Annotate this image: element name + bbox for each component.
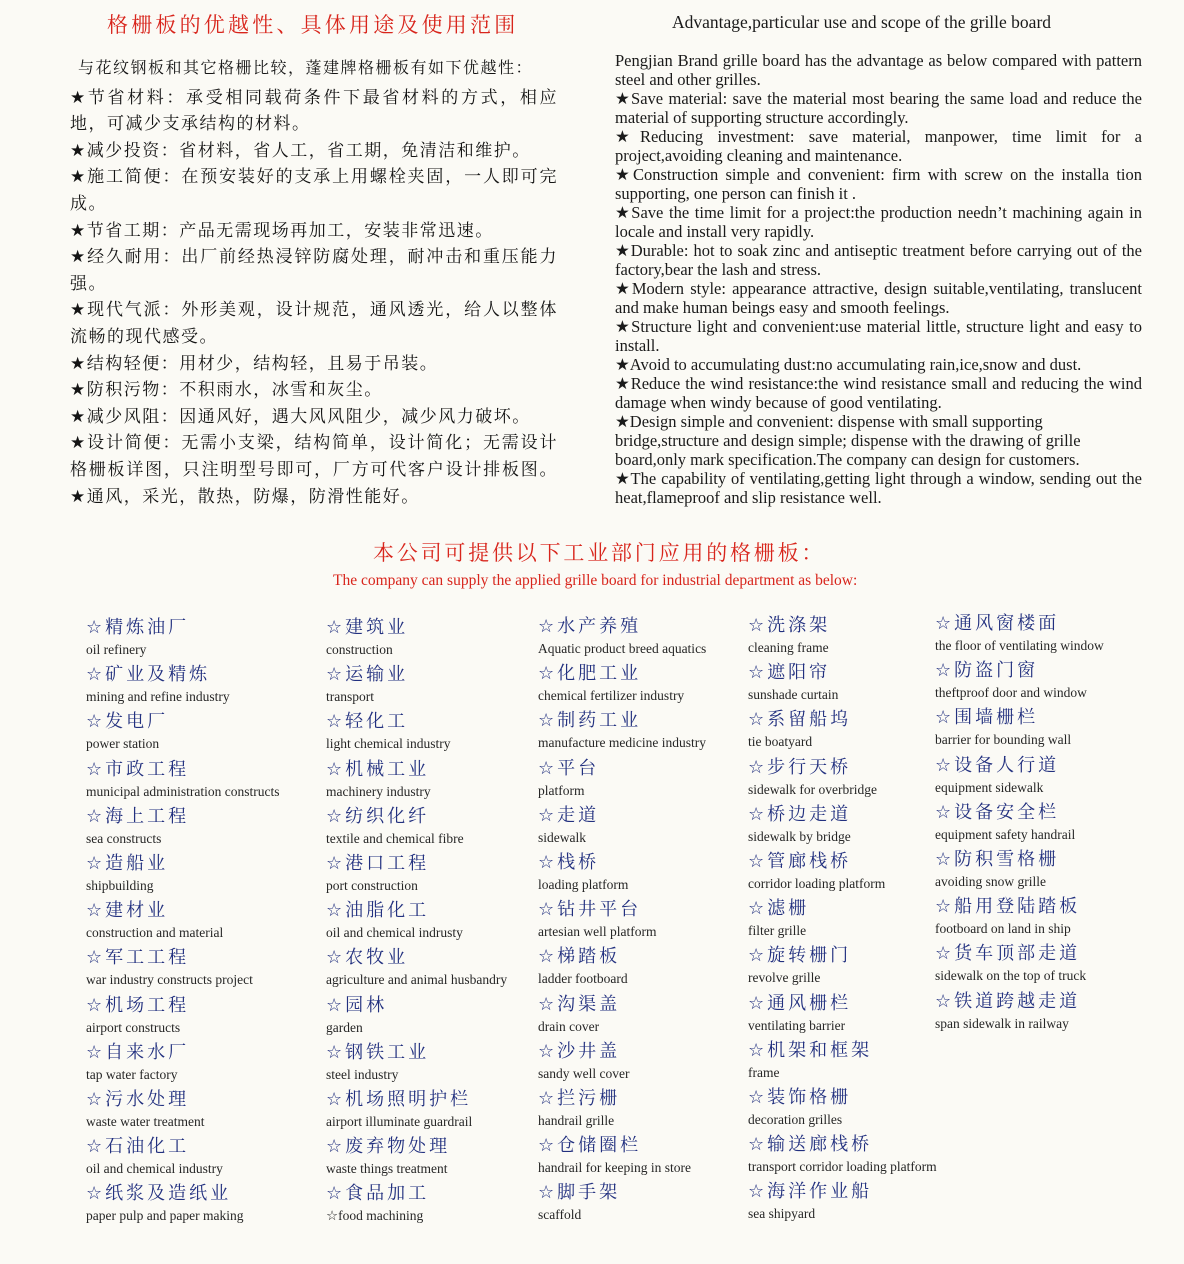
application-name-en: oil and chemical industry [86, 1161, 223, 1177]
application-item [935, 990, 1104, 1037]
application-name-zh: ☆精炼油厂 [86, 617, 190, 638]
application-name-en: port construction [326, 877, 418, 893]
application-name-zh: ☆化肥工业 [538, 663, 642, 685]
application-column [86, 616, 279, 1229]
application-name-en: war industry constructs project [86, 972, 253, 988]
application-item [326, 805, 507, 852]
application-name-zh: ☆建材业 [86, 900, 169, 922]
application-column [748, 614, 937, 1227]
application-item [538, 757, 706, 804]
application-name-en: sunshade curtain [748, 687, 839, 703]
application-name-en: span sidewalk in railway [935, 1015, 1069, 1031]
application-name-en: revolve grille [748, 970, 821, 986]
application-item [935, 659, 1104, 706]
application-item [326, 1041, 507, 1088]
application-item [538, 945, 706, 992]
application-item [86, 994, 279, 1041]
application-item [326, 852, 507, 899]
chinese-line: ★防积污物：不积雨水，冰雪和灰尘。 [70, 380, 383, 401]
english-line: supporting, one person can finish it . [615, 183, 857, 203]
english-line: ★Reduce the wind resistance:the wind resistance small and reducing the wind [615, 373, 1142, 393]
application-name-en: waste water treatment [86, 1113, 205, 1129]
application-name-zh: ☆装饰格栅 [748, 1086, 852, 1108]
application-item [326, 710, 507, 757]
chinese-line: ★结构轻便：用材少，结构轻，且易于吊装。 [70, 353, 439, 374]
english-line: damage when windy because of good ventilating. [615, 392, 942, 412]
application-name-zh: ☆平台 [538, 757, 600, 779]
application-name-zh: ☆设备人行道 [935, 754, 1060, 776]
application-item [748, 1086, 937, 1133]
application-item [748, 1133, 937, 1180]
application-name-zh: ☆洗涤架 [748, 615, 831, 636]
application-name-zh: ☆机架和框架 [748, 1039, 873, 1061]
application-name-en: sidewalk on the top of truck [935, 968, 1087, 984]
application-item [326, 899, 507, 946]
application-item [326, 663, 507, 710]
chinese-line: ★经久耐用：出厂前经热浸锌防腐处理，耐冲击和重压能力 [70, 247, 558, 268]
application-name-zh: ☆防积雪格栅 [935, 848, 1060, 870]
application-name-zh: ☆通风窗楼面 [935, 613, 1060, 634]
application-item [326, 994, 507, 1041]
application-name-en: sandy well cover [538, 1065, 630, 1081]
application-name-en: ladder footboard [538, 971, 628, 987]
application-item [326, 1088, 507, 1135]
english-line: ★Reducing investment: save material, manpower, time limit for a [615, 126, 1142, 146]
application-name-zh: ☆围墙栅栏 [935, 707, 1039, 729]
application-item [538, 993, 706, 1040]
application-item [86, 616, 279, 663]
application-item [86, 1088, 279, 1135]
application-name-en: Aquatic product breed aquatics [538, 641, 707, 656]
application-name-en: manufacture medicine industry [538, 735, 706, 751]
application-item [935, 706, 1104, 753]
application-name-zh: ☆机械工业 [326, 758, 430, 780]
application-name-en: filter grille [748, 923, 807, 939]
application-name-en: loading platform [538, 876, 629, 892]
application-name-zh: ☆机场工程 [86, 994, 190, 1016]
application-name-en: corridor loading platform [748, 875, 886, 891]
english-line: ★Structure light and convenient:use material little, structure light and easy to [615, 316, 1142, 336]
application-item [538, 898, 706, 945]
application-name-zh: ☆铁道跨越走道 [935, 990, 1081, 1012]
application-name-en: cleaning frame [748, 640, 829, 655]
english-section-title: Advantage,particular use and scope of the grille board [672, 12, 1052, 32]
application-name-en: transport [326, 689, 374, 705]
application-item [748, 661, 937, 708]
application-item [935, 612, 1104, 659]
english-line: Pengjian Brand grille board has the advantage as below compared with pattern [615, 50, 1142, 70]
application-name-en: footboard on land in ship [935, 921, 1071, 937]
application-name-zh: ☆沙井盖 [538, 1040, 621, 1062]
application-name-zh: ☆纺织化纤 [326, 805, 430, 827]
application-name-zh: ☆管廊栈桥 [748, 850, 852, 872]
application-name-zh: ☆走道 [538, 804, 600, 826]
application-name-zh: ☆水产养殖 [538, 616, 642, 637]
chinese-line: 强。 [70, 273, 107, 294]
application-name-zh: ☆货车顶部走道 [935, 943, 1081, 965]
application-name-zh: ☆拦污栅 [538, 1087, 621, 1109]
application-column [935, 612, 1104, 1037]
application-item [935, 801, 1104, 848]
english-line: factory,bear the lash and stress. [615, 259, 822, 279]
application-name-zh: ☆通风栅栏 [748, 992, 852, 1014]
application-name-en: machinery industry [326, 783, 431, 799]
chinese-line: 地，可减少支承结构的材料。 [70, 114, 311, 135]
application-item [538, 851, 706, 898]
application-name-zh: ☆市政工程 [86, 758, 190, 780]
english-line: install. [615, 335, 660, 355]
application-item [86, 1041, 279, 1088]
application-name-en: chemical fertilizer industry [538, 688, 685, 704]
application-name-zh: ☆食品加工 [326, 1183, 430, 1205]
application-item [935, 895, 1104, 942]
application-name-en: steel industry [326, 1066, 399, 1082]
application-item [86, 758, 279, 805]
application-name-en: scaffold [538, 1207, 582, 1223]
english-line: ★Durable: hot to soak zinc and antiseptic treatment before carrying out of the [615, 240, 1142, 260]
application-item [748, 1180, 937, 1227]
application-item [538, 662, 706, 709]
application-item [748, 897, 937, 944]
applications-heading: 本公司可提供以下工业部门应用的格栅板： [373, 541, 826, 565]
english-line: board,only mark specification.The company can design for customers. [615, 449, 1080, 469]
application-name-zh: ☆系留船坞 [748, 709, 852, 731]
application-name-zh: ☆发电厂 [86, 711, 169, 733]
application-name-en: paper pulp and paper making [86, 1208, 244, 1224]
application-name-zh: ☆滤栅 [748, 898, 810, 920]
application-name-zh: ☆园林 [326, 994, 388, 1016]
application-name-zh: ☆脚手架 [538, 1182, 621, 1204]
application-name-en: artesian well platform [538, 924, 657, 940]
application-name-zh: ☆海上工程 [86, 805, 190, 827]
application-name-zh: ☆步行天桥 [748, 756, 852, 778]
application-name-en: transport corridor loading platform [748, 1159, 937, 1175]
application-name-en: equipment sidewalk [935, 779, 1044, 795]
chinese-line: ★节省工期：产品无需现场再加工，安装非常迅速。 [70, 220, 494, 241]
application-name-zh: ☆自来水厂 [86, 1041, 190, 1063]
application-name-en: garden [326, 1019, 363, 1035]
chinese-line: ★施工简便：在预安装好的支承上用螺栓夹固，一人即可完 [70, 167, 558, 188]
application-name-zh: ☆旋转栅门 [748, 945, 852, 967]
english-line: project,avoiding cleaning and maintenance. [615, 145, 903, 165]
application-name-en: oil and chemical indrusty [326, 925, 463, 941]
application-item [538, 1087, 706, 1134]
english-line: locale and install very rapidly. [615, 221, 815, 241]
application-item [748, 1039, 937, 1086]
application-item [538, 804, 706, 851]
application-name-zh: ☆军工工程 [86, 947, 190, 969]
application-name-zh: ☆建筑业 [326, 617, 409, 638]
application-name-zh: ☆造船业 [86, 852, 169, 874]
application-name-en: construction [326, 642, 393, 657]
application-name-en: barrier for bounding wall [935, 732, 1072, 748]
chinese-line: ★通风，采光，散热，防爆，防滑性能好。 [70, 486, 420, 507]
english-line: material of supporting structure accordingly. [615, 107, 909, 127]
application-name-en: ☆food machining [326, 1208, 424, 1224]
application-name-en: platform [538, 782, 585, 798]
application-item [748, 803, 937, 850]
application-item [326, 1135, 507, 1182]
application-name-en: waste things treatment [326, 1161, 448, 1177]
chinese-line: ★节省材料：承受相同载荷条件下最省材料的方式，相应 [70, 87, 558, 108]
chinese-line: 成。 [70, 194, 107, 215]
application-item [538, 615, 706, 662]
application-name-zh: ☆仓储圈栏 [538, 1135, 642, 1157]
application-item [538, 1040, 706, 1087]
application-item [86, 1135, 279, 1182]
application-item [538, 1134, 706, 1181]
application-column [326, 616, 507, 1229]
english-line: ★Avoid to accumulating dust:no accumulating rain,ice,snow and dust. [615, 354, 1082, 374]
chinese-line: ★设计简便：无需小支梁，结构简单，设计简化；无需设计 [70, 433, 558, 454]
application-name-zh: ☆废弃物处理 [326, 1136, 451, 1158]
application-item [935, 754, 1104, 801]
chinese-line: ★减少风阻：因通风好，遇大风风阻少，减少风力破坏。 [70, 406, 531, 427]
application-item [748, 992, 937, 1039]
application-name-en: equipment safety handrail [935, 826, 1076, 842]
application-name-zh: ☆机场照明护栏 [326, 1088, 472, 1110]
application-item [538, 709, 706, 756]
application-name-en: sea shipyard [748, 1206, 816, 1222]
chinese-line: ★现代气派：外形美观，设计规范，通风透光，给人以整体 [70, 300, 558, 321]
application-name-en: sea constructs [86, 830, 162, 846]
application-name-en: the floor of ventilating window [935, 638, 1104, 653]
application-item [86, 946, 279, 993]
application-item [86, 1182, 279, 1229]
application-name-en: avoiding snow grille [935, 873, 1046, 889]
application-item [86, 805, 279, 852]
application-name-en: drain cover [538, 1018, 600, 1034]
application-name-zh: ☆污水处理 [86, 1088, 190, 1110]
chinese-line: ★减少投资：省材料，省人工，省工期，免清洁和维护。 [70, 140, 531, 161]
application-item [326, 758, 507, 805]
application-name-en: handrail grille [538, 1112, 615, 1128]
application-name-zh: ☆纸浆及造纸业 [86, 1183, 232, 1205]
application-name-zh: ☆遮阳帘 [748, 662, 831, 684]
application-item [748, 944, 937, 991]
application-name-zh: ☆设备安全栏 [935, 801, 1060, 823]
application-item [86, 852, 279, 899]
chinese-section-title: 格栅板的优越性、具体用途及使用范围 [107, 13, 519, 37]
application-name-en: sidewalk [538, 829, 586, 845]
application-name-zh: ☆钢铁工业 [326, 1041, 430, 1063]
english-line: ★Save material: save the material most bearing the same load and reduce the [615, 88, 1142, 108]
application-name-en: theftproof door and window [935, 685, 1087, 701]
application-name-zh: ☆钻井平台 [538, 899, 642, 921]
application-name-en: decoration grilles [748, 1111, 843, 1127]
application-name-en: airport constructs [86, 1019, 181, 1035]
application-name-en: tie boatyard [748, 734, 813, 750]
application-name-zh: ☆梯踏板 [538, 946, 621, 968]
application-name-en: agriculture and animal husbandry [326, 972, 508, 988]
application-name-zh: ☆运输业 [326, 664, 409, 686]
application-name-zh: ☆石油化工 [86, 1136, 190, 1158]
application-name-zh: ☆轻化工 [326, 711, 409, 733]
application-name-en: light chemical industry [326, 736, 451, 752]
chinese-line: 流畅的现代感受。 [70, 327, 218, 348]
english-line: heat,flameproof and slip resistance well. [615, 487, 882, 507]
application-name-zh: ☆油脂化工 [326, 900, 430, 922]
english-line: ★Design simple and convenient: dispense with small supporting [615, 411, 1043, 431]
application-item [748, 756, 937, 803]
application-name-en: mining and refine industry [86, 689, 230, 705]
application-name-en: handrail for keeping in store [538, 1160, 691, 1176]
chinese-line: 格栅板详图，只注明型号即可，厂方可代客户设计排板图。 [70, 460, 558, 480]
application-item [748, 708, 937, 755]
application-item [326, 1182, 507, 1229]
application-name-zh: ☆港口工程 [326, 852, 430, 874]
application-name-zh: ☆船用登陆踏板 [935, 896, 1081, 918]
english-line: ★Modern style: appearance attractive, design suitable,ventilating, translucent [615, 278, 1142, 298]
english-line: steel and other grilles. [615, 69, 761, 89]
application-item [935, 848, 1104, 895]
application-item [326, 946, 507, 993]
application-name-en: airport illuminate guardrail [326, 1113, 473, 1129]
application-name-en: sidewalk for overbridge [748, 781, 877, 797]
applications-subheading: The company can supply the applied grille board for industrial department as below: [333, 572, 858, 589]
application-name-en: construction and material [86, 925, 224, 941]
application-name-en: power station [86, 736, 160, 752]
application-name-zh: ☆矿业及精炼 [86, 664, 211, 686]
application-name-zh: ☆沟渠盖 [538, 993, 621, 1015]
application-item [326, 616, 507, 663]
application-name-en: sidewalk by bridge [748, 828, 851, 844]
application-name-zh: ☆桥边走道 [748, 803, 852, 825]
english-advantage-list [615, 51, 1142, 507]
application-item [86, 663, 279, 710]
application-name-zh: ☆海洋作业船 [748, 1181, 873, 1203]
application-column [538, 615, 706, 1228]
application-item [538, 1181, 706, 1228]
application-name-en: ventilating barrier [748, 1017, 846, 1033]
english-line: ★Construction simple and convenient: firm with screw on the installa tion [615, 164, 1142, 184]
application-name-zh: ☆输送廊栈桥 [748, 1134, 873, 1156]
application-name-en: textile and chemical fibre [326, 830, 464, 846]
chinese-advantage-list [70, 85, 558, 511]
application-name-en: shipbuilding [86, 877, 154, 893]
english-line: and make human beings easy and smooth feelings. [615, 297, 950, 317]
application-name-en: tap water factory [86, 1066, 178, 1082]
application-name-en: frame [748, 1064, 780, 1080]
application-name-en: oil refinery [86, 642, 147, 657]
english-line: ★The capability of ventilating,getting light through a window, sending out the [615, 468, 1142, 488]
application-name-zh: ☆防盗门窗 [935, 660, 1039, 682]
english-line: ★Save the time limit for a project:the production needn’t machining again in [615, 202, 1142, 222]
application-item [86, 710, 279, 757]
application-name-zh: ☆制药工业 [538, 710, 642, 732]
application-name-zh: ☆栈桥 [538, 851, 600, 873]
application-item [748, 614, 937, 661]
application-item [935, 942, 1104, 989]
english-line: bridge,structure and design simple; dispense with the drawing of grille [615, 430, 1081, 450]
application-item [86, 899, 279, 946]
application-item [748, 850, 937, 897]
application-name-zh: ☆农牧业 [326, 947, 409, 969]
application-name-en: municipal administration constructs [86, 783, 280, 799]
chinese-intro: 与花纹钢板和其它格栅比较，蓬建牌格栅板有如下优越性： [78, 58, 534, 77]
